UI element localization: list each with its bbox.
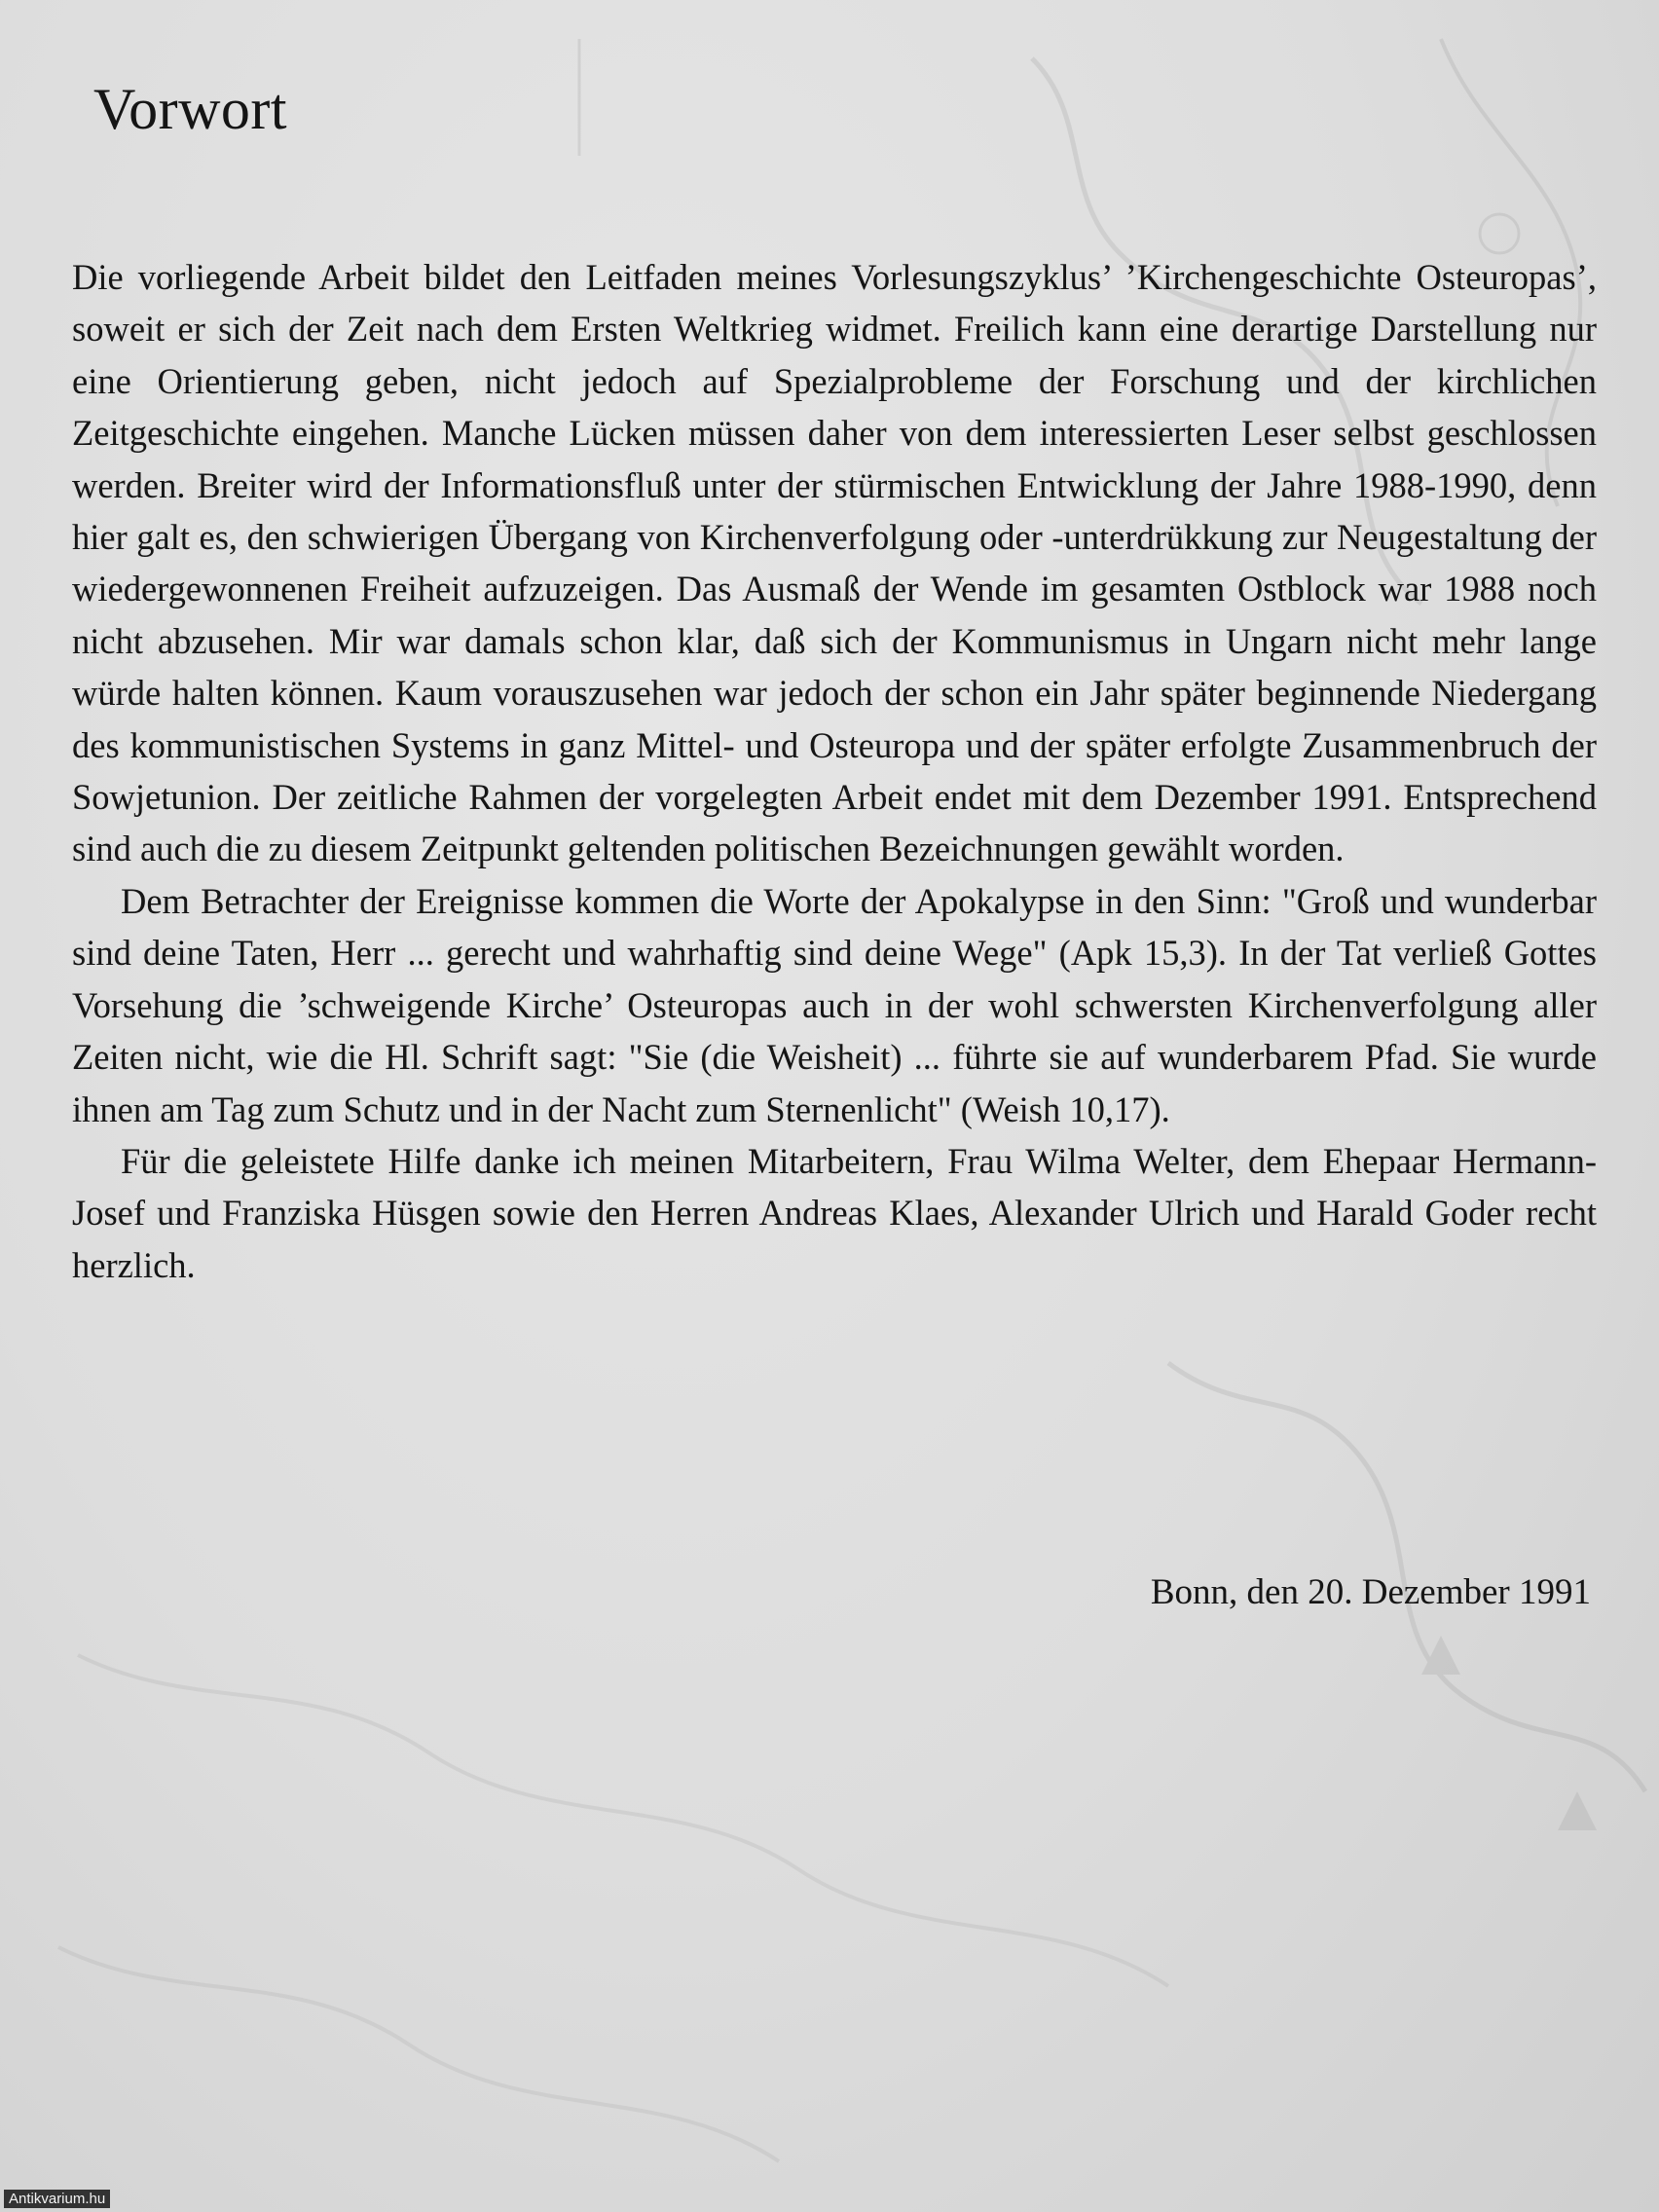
paragraph-2: Dem Betrachter der Ereignisse kommen die Worte der Apokalypse in den Sinn: "Groß und wunderbar sind deine Taten, Herr ... gerecht und wahrhaftig sind deine Wege" (Apk 15,3). In der Tat verließ Gottes Vorsehung die ’schweigende Kirche’ Osteuropas auch in der wohl schwersten Kirchenverfolgung aller Zeiten nicht, wie die Hl. Schrift sagt: "Sie (die Weisheit) ... führte sie auf wunderbarem Pfad. Sie wurde ihnen am Tag zum Schutz und in der Nacht zum Sternenlicht" (Weish 10,17). <box>72 880 1597 1129</box>
paragraph-1: Die vorliegende Arbeit bildet den Leitfaden meines Vorlesungszyklus’ ’Kirchengeschichte Osteuropas’, soweit er sich der Zeit nach dem Ersten Weltkrieg widmet. Freilich kann eine derartige Darstellung nur eine Orientierung geben, nicht jedoch auf Spezialprobleme der Forschung und der kirchlichen Zeitgeschichte eingehen. Manche Lücken müssen daher von dem interessierten Leser selbst geschlossen werden. Breiter wird der Informationsfluß unter der stürmischen Entwicklung der Jahre 1988-1990, denn hier galt es, den schwierigen Übergang von Kirchenverfolgung oder -unterdrükkung zur Neugestaltung der wiedergewonnenen Freiheit aufzuzeigen. Das Ausmaß der Wende im gesamten Ostblock war 1988 noch nicht abzusehen. Mir war damals schon klar, daß sich der Kommunismus in Ungarn nicht mehr lange würde halten können. Kaum vorauszusehen war jedoch der schon ein Jahr später beginnende Niedergang des kommunistischen Systems in ganz Mittel- und Osteuropa und der später erfolgte Zusammenbruch der Sowjetunion. Der zeitliche Rahmen der vorgelegten Arbeit endet mit dem Dezember 1991. Entsprechend sind auch die zu diesem Zeitpunkt geltenden politischen Bezeichnungen gewählt worden. <box>72 257 1597 869</box>
place-date-signature: Bonn, den 20. Dezember 1991 <box>1150 1572 1591 1612</box>
body-text <box>72 251 1597 1291</box>
watermark: Antikvarium.hu <box>4 2190 110 2208</box>
page-title: Vorwort <box>93 77 288 141</box>
paragraph-3: Für die geleistete Hilfe danke ich meinen Mitarbeitern, Frau Wilma Welter, dem Ehepaar Hermann-Josef und Franziska Hüsgen sowie den Herren Andreas Klaes, Alexander Ulrich und Harald Goder recht herzlich. <box>72 1140 1597 1285</box>
